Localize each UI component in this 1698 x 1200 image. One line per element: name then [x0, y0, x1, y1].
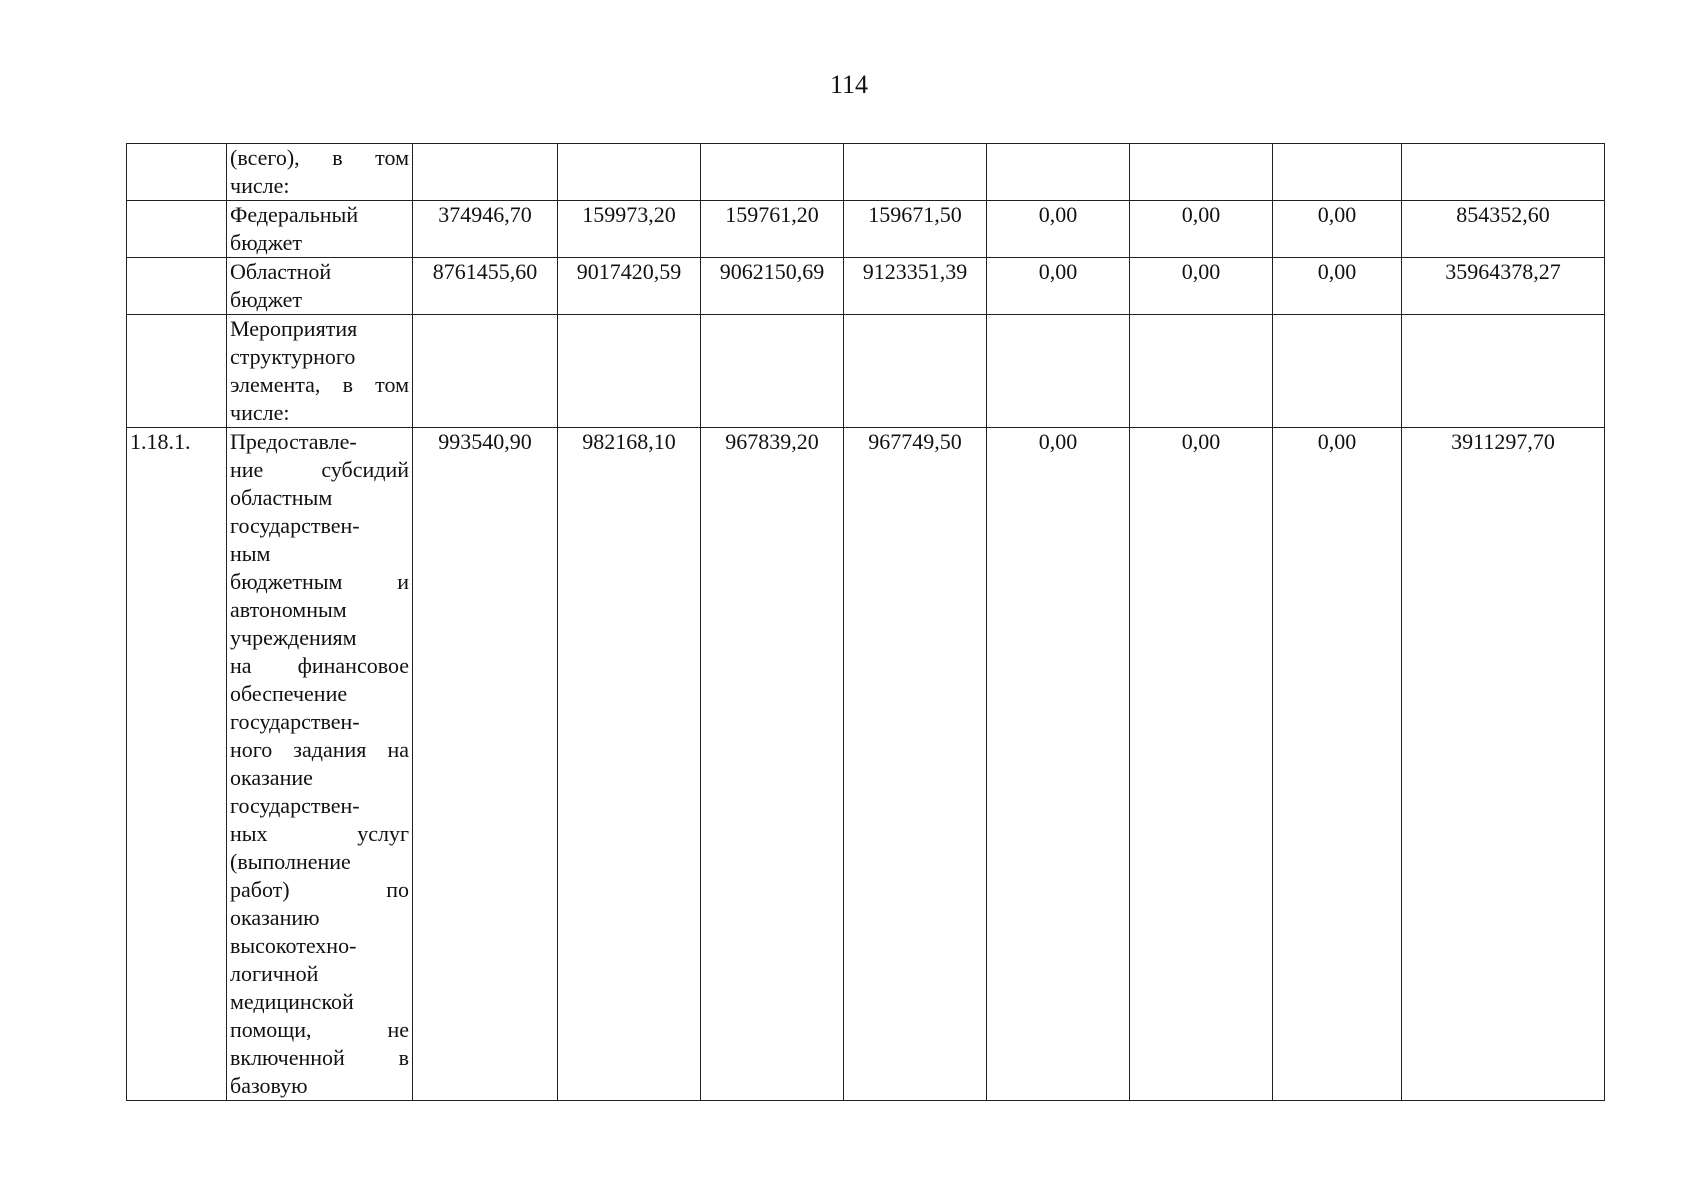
- value-cell: [1273, 144, 1402, 201]
- value-cell: [987, 144, 1130, 201]
- row-name-line: ние субсидий: [230, 457, 409, 482]
- page-number: 114: [829, 70, 869, 99]
- value-cell: [413, 315, 558, 428]
- value-cell: 0,00: [1273, 201, 1402, 258]
- row-name-line: базовую: [230, 1073, 308, 1098]
- value-cell: [701, 315, 844, 428]
- value-cell: [1130, 144, 1273, 201]
- table-row: [127, 315, 1605, 428]
- row-name-line: бюджетным и: [230, 569, 409, 594]
- value-cell: 159761,20: [701, 201, 844, 258]
- row-name-line: на финансовое: [230, 653, 409, 678]
- value-cell: 159973,20: [558, 201, 701, 258]
- row-name-line: помощи, не: [230, 1017, 409, 1042]
- row-name-line: Федеральный: [230, 202, 359, 227]
- value-cell: 0,00: [1130, 428, 1273, 1101]
- row-code-cell: [127, 144, 227, 201]
- row-name-line: учреждениям: [230, 625, 357, 650]
- table-body: [127, 144, 1605, 1101]
- row-name-line: числе:: [230, 173, 290, 198]
- value-cell: [558, 315, 701, 428]
- row-code-cell: 1.18.1.: [127, 428, 227, 1101]
- value-cell: 967749,50: [844, 428, 987, 1101]
- value-cell: 3911297,70: [1402, 428, 1605, 1101]
- row-name-line: государствен-: [230, 793, 360, 818]
- row-name-line: государствен-: [230, 709, 360, 734]
- row-name-line: работ) по: [230, 877, 409, 902]
- value-cell: 374946,70: [413, 201, 558, 258]
- value-cell: 0,00: [1130, 201, 1273, 258]
- value-cell: 854352,60: [1402, 201, 1605, 258]
- row-name-cell: [227, 315, 413, 428]
- row-name-cell: [227, 201, 413, 258]
- table-row: [127, 258, 1605, 315]
- row-name-line: ным: [230, 541, 271, 566]
- row-name-line: бюджет: [230, 230, 302, 255]
- value-cell: [1402, 144, 1605, 201]
- value-cell: 9017420,59: [558, 258, 701, 315]
- value-cell: 8761455,60: [413, 258, 558, 315]
- row-name-line: (всего), в том: [230, 145, 409, 170]
- row-name-line: логичной: [230, 961, 319, 986]
- value-cell: 9123351,39: [844, 258, 987, 315]
- row-name-line: автономным: [230, 597, 347, 622]
- row-name-line: государствен-: [230, 513, 360, 538]
- row-name-line: (выполнение: [230, 849, 351, 874]
- row-name-line: оказанию: [230, 905, 320, 930]
- row-name-line: включенной в: [230, 1045, 409, 1070]
- value-cell: [1273, 315, 1402, 428]
- row-name-line: оказание: [230, 765, 313, 790]
- row-name-line: элемента, в том: [230, 372, 409, 397]
- row-name-line: ного задания на: [230, 737, 409, 762]
- value-cell: 35964378,27: [1402, 258, 1605, 315]
- value-cell: 0,00: [1273, 258, 1402, 315]
- value-cell: 967839,20: [701, 428, 844, 1101]
- row-name-line: ных услуг: [230, 821, 409, 846]
- value-cell: 0,00: [987, 201, 1130, 258]
- value-cell: 0,00: [1273, 428, 1402, 1101]
- table-row: [127, 428, 1605, 1101]
- row-name-line: Мероприятия: [230, 316, 358, 341]
- value-cell: 982168,10: [558, 428, 701, 1101]
- value-cell: [1402, 315, 1605, 428]
- value-cell: [413, 144, 558, 201]
- row-name-line: числе:: [230, 400, 290, 425]
- value-cell: [701, 144, 844, 201]
- row-code-cell: [127, 315, 227, 428]
- table-row: [127, 201, 1605, 258]
- row-code-cell: [127, 258, 227, 315]
- value-cell: [1130, 315, 1273, 428]
- value-cell: [558, 144, 701, 201]
- row-name-line: областным: [230, 485, 333, 510]
- value-cell: [844, 315, 987, 428]
- value-cell: 993540,90: [413, 428, 558, 1101]
- row-name-line: обеспечение: [230, 681, 348, 706]
- value-cell: 0,00: [1130, 258, 1273, 315]
- row-name-line: структурного: [230, 344, 356, 369]
- budget-table: [126, 143, 1605, 1101]
- row-name-cell: [227, 144, 413, 201]
- row-name-line: Предоставле-: [230, 429, 357, 454]
- value-cell: 159671,50: [844, 201, 987, 258]
- value-cell: [844, 144, 987, 201]
- value-cell: 0,00: [987, 428, 1130, 1101]
- table-row: [127, 144, 1605, 201]
- row-name-line: медицинской: [230, 989, 354, 1014]
- row-name-cell: [227, 428, 413, 1101]
- row-name-cell: [227, 258, 413, 315]
- value-cell: 9062150,69: [701, 258, 844, 315]
- row-name-line: высокотехно-: [230, 933, 357, 958]
- value-cell: [987, 315, 1130, 428]
- row-code-cell: [127, 201, 227, 258]
- row-name-line: Областной: [230, 259, 332, 284]
- row-name-line: бюджет: [230, 287, 302, 312]
- value-cell: 0,00: [987, 258, 1130, 315]
